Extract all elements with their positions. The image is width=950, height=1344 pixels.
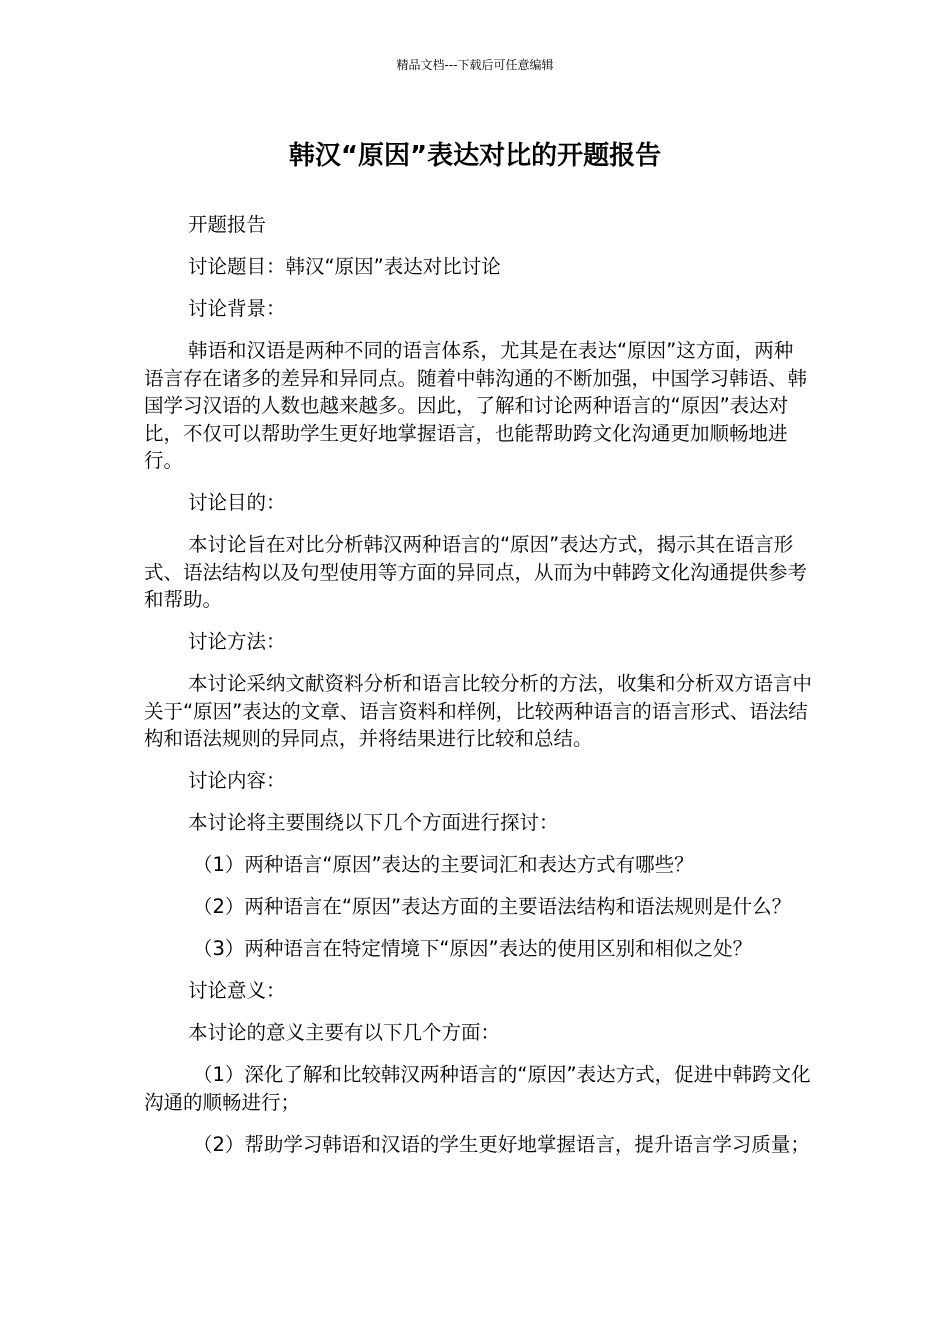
heading-background: 讨论背景： bbox=[188, 297, 286, 320]
paragraph-report-label: 开题报告 bbox=[188, 213, 267, 236]
list-item: （2）帮助学习韩语和汉语的学生更好地掌握语言，提升语言学习质量； bbox=[193, 1132, 810, 1156]
list-item: （3）两种语言在特定情境下“原因”表达的使用区别和相似之处？ bbox=[193, 937, 753, 960]
paragraph-background: 韩语和汉语是两种不同的语言体系，尤其是在表达“原因”这方面，两种语言存在诸多的差异和异同点。随着中韩沟通的不断加强，中国学习韩语、韩国学习汉语的人数也越来越多。因此，了解和讨论两种语言的“原因”表达对比，不仅可以帮助学生更好地掌握语言，也能帮助跨文化沟通更加顺畅地进行。 bbox=[144, 339, 808, 472]
paragraph-content-intro: 本讨论将主要围绕以下几个方面进行探讨： bbox=[188, 811, 559, 834]
paragraph-method: 本讨论采纳文献资料分析和语言比较分析的方法，收集和分析双方语言中关于“原因”表达的文章、语言资料和样例，比较两种语言的语言形式、语法结构和语法规则的异同点，并将结果进行比较和总结。 bbox=[144, 672, 813, 750]
paragraph-purpose: 本讨论旨在对比分析韩汉两种语言的“原因”表达方式，揭示其在语言形式、语法结构以及句型使用等方面的异同点，从而为中韩跨文化沟通提供参考和帮助。 bbox=[144, 533, 808, 611]
heading-content: 讨论内容： bbox=[188, 769, 286, 792]
heading-method: 讨论方法： bbox=[188, 630, 286, 653]
document-body bbox=[144, 211, 812, 1173]
page-header: 精品文档---下载后可任意编辑 bbox=[396, 58, 554, 72]
paragraph-topic: 讨论题目：韩汉“原因”表达对比讨论 bbox=[188, 255, 501, 278]
list-item: （2）两种语言在“原因”表达方面的主要语法结构和语法规则是什么？ bbox=[193, 895, 792, 918]
heading-purpose: 讨论目的： bbox=[188, 491, 286, 514]
list-item: （1）两种语言“原因”表达的主要词汇和表达方式有哪些？ bbox=[193, 853, 694, 876]
paragraph-significance-intro: 本讨论的意义主要有以下几个方面： bbox=[188, 1021, 501, 1044]
list-item: （1）深化了解和比较韩汉两种语言的“原因”表达方式，促进中韩跨文化沟通的顺畅进行； bbox=[144, 1063, 811, 1114]
document-title: 韩汉“原因”表达对比的开题报告 bbox=[288, 141, 662, 171]
heading-significance: 讨论意义： bbox=[188, 979, 286, 1002]
